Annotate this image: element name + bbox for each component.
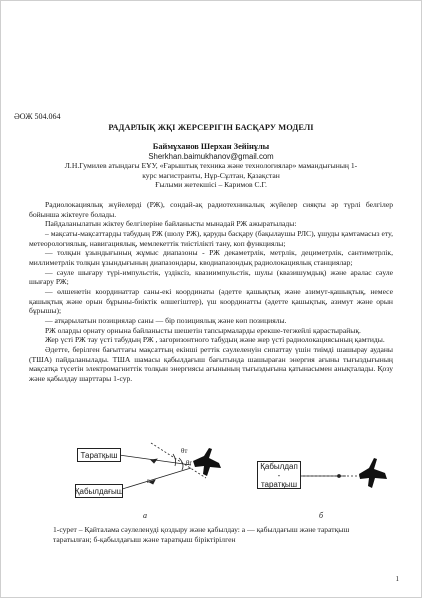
list-item: — толқын ұзындығының жұмыс диапазоны - РЖ декаметрлік, метрлік, дециметрлік, сантиметрлік, миллиметрлік толқын ұзындығының диапазондары, кводиапазондық радиолокациялық станциялар; bbox=[29, 248, 393, 267]
figure-diagram bbox=[1, 438, 424, 523]
paragraph: Әдетте, берілген бағыттағы мақсаттың екінші реттік сәулеленуін сипаттау үшін тиімді шашырау ауданы (ТША) пайдаланылады. ТША шамасы қабылдағыш бағытында шашыраған энергия ағыны тығыздығының мақсатқа түсетін электромагниттік толқын энергиясы ағынының тығыздығына қатынасымен анықталады. Қозу және қабылдау шарттары 1-сур. bbox=[29, 344, 393, 383]
udc-code: ӘОЖ 504.064 bbox=[14, 112, 61, 121]
paragraph: Жер үсті РЖ тау үсті табудың РЖ , загоризонтного табудың және жер үсті радиолокациясының қамтиды. bbox=[45, 335, 385, 345]
theta-t-label: θт bbox=[181, 447, 188, 455]
affiliation-line: Л.Н.Гумилев атындағы ЕҰУ, «Ғарыштық техника және технологиялар» мамандығының 1- bbox=[64, 161, 358, 170]
page-number: 1 bbox=[395, 575, 399, 583]
affiliation bbox=[41, 161, 381, 190]
paragraph: Радиолокациялық жүйелерді (РЖ), сондай-ақ радиотехникалық жүйелер сияқты әр түрлі белгілер бойынша жіктеуге болады. bbox=[29, 200, 393, 219]
panel-a-geometry bbox=[119, 443, 206, 490]
transceiver-label-line: таратқыш bbox=[260, 479, 298, 489]
target-point bbox=[338, 475, 341, 478]
list-item: — өлшенетін координаттар саны-екі координаты (әдетте қашықтық және азимут-қашықтық, немесе қашықтық және орын бұрыны-биіктік өлшегіштер), үш координатты (әдетте қашықтық, азимут және орын бұрышы); bbox=[29, 286, 393, 316]
panel-b-geometry bbox=[299, 475, 361, 478]
paragraph: РЖ оларды орнату орнына байланысты шешетін тапсырмаларды ерекше-тегжейлі қарастырайық. bbox=[45, 325, 361, 335]
affiliation-line: курс магистранты, Нұр-Сұлтан, Қазақстан bbox=[142, 170, 280, 180]
figure-caption: 1-сурет – Қайталама сәулеленуді қоздыру және қабылдау: а — қабылдағыш және таратқыш таратылған; б-қабылдағыш және таратқыш біріктірілген bbox=[53, 525, 350, 544]
list-item: — атқарылатын позициялар саны — бір позициялық және көп позициялы. bbox=[45, 315, 287, 325]
receiver-label: Қабылдағыш bbox=[74, 486, 124, 496]
transmitter-box bbox=[77, 448, 121, 462]
list-item: – мақсаты-мақсаттарды табудың РЖ (шолу РЖ), қаруды басқару (бақылаушы РЛС), ұшуды қамтамасыз ету, метеорологиялық, навигациялық, мемлекеттік тиістілікті тану, коп функциялы; bbox=[29, 228, 393, 248]
author-email[interactable]: Sherkhan.baimukhanov@gmail.com bbox=[148, 152, 274, 161]
range-label: r bbox=[147, 477, 150, 485]
panel-a-label: а bbox=[143, 511, 147, 520]
figure-1 bbox=[1, 438, 424, 523]
arrow-head bbox=[151, 459, 157, 463]
theta-r-label: θr bbox=[186, 459, 192, 467]
author-name: Баймұханов Шерхан Зейінұлы bbox=[152, 142, 270, 151]
paper-title: РАДАРЛЫҚ ЖҚІ ЖЕРСЕРІГІН БАСҚАРУ МОДЕЛІ bbox=[108, 123, 314, 132]
aircraft-icon bbox=[193, 448, 221, 476]
aircraft-icon bbox=[359, 458, 387, 488]
supervisor-line: Ғылыми жетекшісі – Каримов С.Г. bbox=[155, 180, 267, 190]
list-item: — сәуле шығару түрі-импульстік, үздіксіз, квазиимпульстік, шулы (квазишумдық) және аралас сәуле шығару РЖ; bbox=[29, 267, 393, 287]
transceiver-box bbox=[257, 461, 301, 489]
panel-b-label: б bbox=[319, 511, 324, 520]
receive-ray bbox=[119, 468, 191, 490]
theta-t-arc bbox=[173, 454, 176, 466]
body-text bbox=[29, 200, 393, 383]
transceiver-label-line: Қабылдап - bbox=[260, 461, 298, 480]
paragraph: Пайдаланылатын жіктеу белгілеріне байланысты мынадай РЖ ажыратылады: bbox=[45, 219, 297, 229]
transmitter-label: Таратқыш bbox=[80, 450, 118, 460]
receiver-box bbox=[75, 484, 123, 498]
